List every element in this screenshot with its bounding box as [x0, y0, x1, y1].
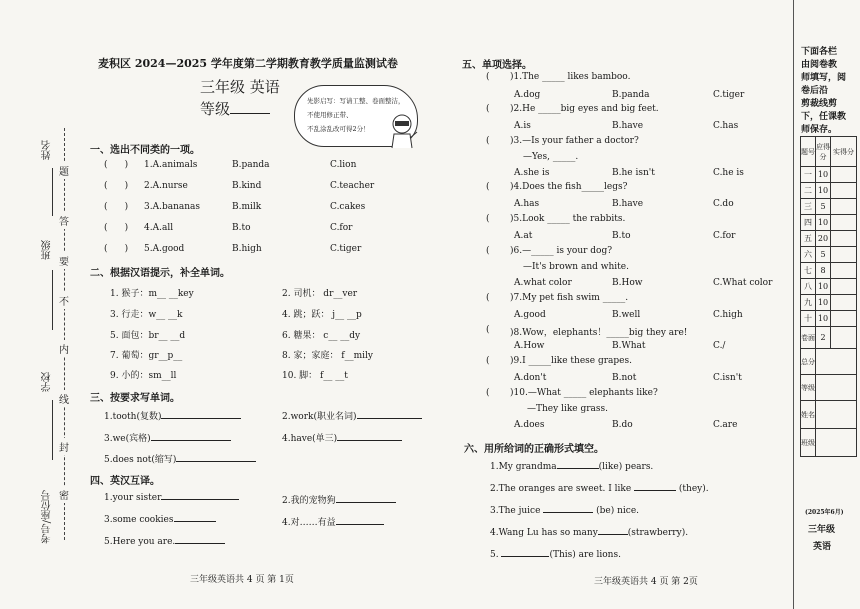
binding-word: 题 — [59, 162, 69, 179]
question-text: )2.He _____big eyes and big feet. — [510, 104, 659, 114]
option-a: A.dog — [514, 90, 541, 100]
fill-item: 3.The juice (be) nice. — [490, 506, 640, 516]
question-paren[interactable]: ( — [486, 214, 490, 224]
spelling-item[interactable]: 6. 糖果： c__ __dy — [282, 331, 361, 341]
answer-paren[interactable]: ( ) — [104, 223, 129, 233]
option-c: C.teacher — [330, 181, 375, 191]
question-paren[interactable]: ( — [486, 356, 490, 366]
score-row — [801, 311, 857, 327]
option-a: A.How — [514, 341, 545, 351]
score-max: 10 — [816, 215, 831, 231]
question-text: )1.The _____ likes bamboo. — [510, 72, 631, 82]
score-item: 一 — [801, 167, 816, 183]
word-form-item: 3.we(宾格) — [104, 431, 231, 444]
word-form-item: 5.does not(缩写) — [104, 452, 256, 465]
question-paren[interactable]: ( — [486, 182, 490, 192]
question-paren[interactable]: ( — [486, 325, 490, 335]
score-earned[interactable] — [831, 311, 857, 327]
note-line: 剪裁线剪 — [801, 99, 838, 109]
option-a: A.at — [514, 231, 533, 241]
binding-dashed-line — [64, 128, 65, 540]
option-c: C.he is — [713, 168, 744, 178]
spelling-item[interactable]: 3. 行走：w__ __k — [110, 310, 183, 320]
class-row — [801, 429, 857, 457]
answer-paren[interactable]: ( ) — [104, 181, 129, 191]
option-a: A.what color — [514, 278, 572, 288]
score-row — [801, 327, 857, 349]
question-text: )3.—Is your father a doctor? — [510, 136, 639, 146]
option-a: 2.A.nurse — [144, 181, 188, 191]
translation-item: 1.your sister — [104, 493, 239, 503]
total-row — [801, 349, 857, 375]
header-cell: 实得分 — [831, 137, 857, 167]
answer-blank[interactable] — [336, 502, 396, 503]
note-line: 由阅卷教 — [801, 60, 838, 70]
option-b: B.do — [612, 420, 633, 430]
answer-blank[interactable] — [176, 461, 256, 462]
grade-blank[interactable] — [230, 113, 270, 114]
cloud-line: 不乱涂乱改可得2分！ — [307, 125, 370, 133]
section-3-title: 三、按要求写单词。 — [90, 393, 180, 404]
question-paren[interactable]: ( — [486, 293, 490, 303]
score-item: 十 — [801, 311, 816, 327]
option-b: B.milk — [232, 202, 262, 212]
seat-field-label: 考号/座位号 — [42, 490, 53, 544]
question-text: )6.—_____ is your dog? — [510, 246, 613, 256]
answer-blank[interactable] — [174, 521, 216, 522]
option-b: B.panda — [232, 160, 270, 170]
score-row — [801, 183, 857, 199]
subject-title: 三年级 英语 — [200, 78, 280, 96]
binding-word: 不 — [59, 292, 69, 309]
translation-item: 3.some cookies — [104, 515, 216, 525]
score-earned[interactable] — [831, 215, 857, 231]
option-c: C.has — [713, 121, 739, 131]
option-c: C.isn't — [713, 373, 742, 383]
cut-line — [793, 0, 794, 609]
translation-item: 2.我的宠物狗 — [282, 493, 396, 506]
option-c: C.What color — [713, 278, 773, 288]
section-5-title: 五、单项选择。 — [462, 60, 532, 71]
score-earned[interactable] — [831, 295, 857, 311]
page-2-footer: 三年级英语共 4 页 第 2页 — [594, 577, 698, 587]
option-c: C.cakes — [330, 202, 366, 212]
school-field-label: 学校 — [42, 372, 53, 392]
total-value[interactable] — [816, 349, 857, 375]
option-b: B.kind — [232, 181, 262, 191]
score-max: 10 — [816, 311, 831, 327]
option-b: B.not — [612, 373, 637, 383]
level-label: 等级 — [801, 375, 816, 401]
score-item: 七 — [801, 263, 816, 279]
option-a: A.don't — [514, 373, 547, 383]
class-field-line[interactable] — [52, 270, 53, 330]
score-item: 六 — [801, 247, 816, 263]
question-paren[interactable]: ( — [486, 246, 490, 256]
fill-item: 1.My grandma (like) pears. — [490, 462, 654, 472]
question-paren[interactable]: ( — [486, 388, 490, 398]
section-4-title: 四、英汉互译。 — [90, 476, 160, 487]
option-b: B.to — [612, 231, 631, 241]
score-max: 10 — [816, 295, 831, 311]
question-paren[interactable]: ( — [486, 136, 490, 146]
score-row — [801, 215, 857, 231]
option-a: A.she is — [514, 168, 550, 178]
answer-paren[interactable]: ( ) — [104, 244, 129, 254]
question-paren[interactable]: ( — [486, 72, 490, 82]
fill-item: 2.The oranges are sweet. I like (they). — [490, 484, 709, 494]
binding-word: 封 — [59, 438, 69, 455]
option-c: C.lion — [330, 160, 357, 170]
option-c: C.do — [713, 199, 734, 209]
cloud-line: 先影启写：写请工整、卷面整洁， — [307, 97, 405, 105]
question-text: )9.I _____like these grapes. — [510, 356, 632, 366]
spelling-item[interactable]: 10. 脚： f__ __t — [282, 371, 348, 381]
option-a: 5.A.good — [144, 244, 185, 254]
score-max: 8 — [816, 263, 831, 279]
score-row — [801, 295, 857, 311]
note-line: 下，任课教 — [801, 112, 847, 122]
score-item: 九 — [801, 295, 816, 311]
fill-item: 5. (This) are lions. — [490, 550, 621, 560]
score-earned[interactable] — [831, 183, 857, 199]
score-max: 10 — [816, 183, 831, 199]
answer-blank[interactable] — [336, 524, 384, 525]
answer-blank[interactable] — [161, 418, 241, 419]
score-row — [801, 199, 857, 215]
option-a: A.is — [514, 121, 531, 131]
score-earned[interactable] — [831, 327, 857, 349]
answer-blank[interactable] — [175, 543, 225, 544]
score-earned[interactable] — [831, 247, 857, 263]
score-earned[interactable] — [831, 263, 857, 279]
question-text-line2: —It's brown and white. — [523, 262, 629, 272]
answer-blank[interactable] — [501, 556, 549, 557]
score-item: 八 — [801, 279, 816, 295]
question-text: )8.Wow，elephants！_____big they are! — [510, 328, 688, 338]
option-a: A.does — [514, 420, 545, 430]
option-c: C.for — [330, 223, 353, 233]
note-line: 卷后沿 — [801, 86, 829, 96]
school-field-line[interactable] — [52, 400, 53, 460]
answer-blank[interactable] — [357, 418, 422, 419]
option-a: A.has — [514, 199, 540, 209]
score-row — [801, 247, 857, 263]
option-b: B.What — [612, 341, 646, 351]
header-cell: 应得分 — [816, 137, 831, 167]
option-c: C.are — [713, 420, 738, 430]
level-value[interactable] — [816, 375, 857, 401]
binding-word: 线 — [59, 390, 69, 407]
spelling-item[interactable]: 7. 葡萄：gr__p__ — [110, 351, 183, 361]
binding-word: 内 — [59, 340, 69, 357]
option-a: A.good — [514, 310, 546, 320]
option-a: 1.A.animals — [144, 160, 198, 170]
answer-blank[interactable] — [151, 440, 231, 441]
class-label: 班级 — [801, 429, 816, 457]
class-field-label: 班级 — [42, 240, 53, 260]
option-b: B.have — [612, 199, 644, 209]
header-cell: 题号 — [801, 137, 816, 167]
option-a: 3.A.bananas — [144, 202, 201, 212]
name-label: 姓名 — [801, 401, 816, 429]
exam-title: 麦积区 2024—2025 学年度第二学期教育教学质量监测试卷 — [98, 57, 398, 70]
option-c: C./ — [713, 341, 726, 351]
spelling-item[interactable]: 9. 小的：sm__ll — [110, 371, 177, 381]
grade-label: 等级 — [200, 98, 270, 119]
level-row — [801, 375, 857, 401]
score-row — [801, 167, 857, 183]
section-6-title: 六、用所给词的正确形式填空。 — [464, 444, 604, 455]
translation-item: 4.对……有益 — [282, 515, 384, 528]
question-text: )5.Look _____ the rabbits. — [510, 214, 626, 224]
question-paren[interactable]: ( — [486, 104, 490, 114]
score-item: 三 — [801, 199, 816, 215]
name-field-line[interactable] — [52, 168, 53, 216]
score-row — [801, 231, 857, 247]
note-line: 师保存。 — [801, 125, 838, 135]
score-row — [801, 279, 857, 295]
option-b: B.he isn't — [612, 168, 655, 178]
word-form-item: 2.work(职业名词) — [282, 409, 422, 422]
option-a: 4.A.all — [144, 223, 174, 233]
spelling-item[interactable]: 8. 家；家庭： f__mily — [282, 351, 374, 361]
section-2-title: 二、根据汉语提示，补全单词。 — [90, 268, 230, 279]
score-earned[interactable] — [831, 167, 857, 183]
question-text: )7.My pet fish swim _____. — [510, 293, 629, 303]
answer-blank[interactable] — [557, 468, 599, 469]
word-form-item: 4.have(单三) — [282, 431, 402, 444]
option-c: C.tiger — [713, 90, 745, 100]
total-label: 总分 — [801, 349, 816, 375]
question-text: )10.—What _____ elephants like? — [510, 388, 658, 398]
score-max: 5 — [816, 247, 831, 263]
binding-word: 答 — [59, 212, 69, 229]
binding-word: 密 — [59, 486, 69, 503]
answer-blank[interactable] — [543, 512, 593, 513]
option-c: C.tiger — [330, 244, 362, 254]
cloud-line: 不使用修正带、 — [307, 111, 353, 119]
score-max: 20 — [816, 231, 831, 247]
question-text: )4.Does the fish_____legs? — [510, 182, 628, 192]
score-max: 2 — [816, 327, 831, 349]
strip-subject: 英语 — [813, 542, 832, 552]
section-1-title: 一、选出不同类的一项。 — [90, 145, 200, 156]
answer-paren[interactable]: ( ) — [104, 160, 129, 170]
option-b: B.have — [612, 121, 644, 131]
note-line: 下面各栏 — [801, 47, 838, 57]
name-row — [801, 401, 857, 429]
spelling-item[interactable]: 4. 跳；跃： j__ __p — [282, 310, 362, 320]
score-item: 二 — [801, 183, 816, 199]
spelling-item[interactable]: 5. 面包：br__ __d — [110, 331, 186, 341]
exam-date: (2025年6月) — [805, 509, 844, 516]
question-text-line2: —They like grass. — [527, 404, 608, 414]
score-max: 5 — [816, 199, 831, 215]
fill-item: 4.Wang Lu has so many (strawberry). — [490, 528, 689, 538]
name-value[interactable] — [816, 401, 857, 429]
answer-blank[interactable] — [337, 440, 402, 441]
cartoon-student-icon — [384, 112, 420, 150]
score-item: 四 — [801, 215, 816, 231]
question-text-line2: —Yes, _____. — [523, 152, 579, 162]
option-b: B.high — [232, 244, 262, 254]
class-value[interactable] — [816, 429, 857, 457]
option-b: B.to — [232, 223, 251, 233]
option-b: B.well — [612, 310, 641, 320]
score-row — [801, 263, 857, 279]
answer-blank[interactable] — [161, 499, 239, 500]
note-line: 师填写，阅 — [801, 73, 847, 83]
translation-item: 5.Here you are. — [104, 537, 225, 547]
score-earned[interactable] — [831, 231, 857, 247]
score-item: 五 — [801, 231, 816, 247]
strip-grade: 三年级 — [808, 525, 836, 535]
score-earned[interactable] — [831, 199, 857, 215]
option-b: B.panda — [612, 90, 650, 100]
word-form-item: 1.tooth(复数) — [104, 409, 241, 422]
score-table — [800, 136, 857, 457]
option-c: C.high — [713, 310, 743, 320]
score-max: 10 — [816, 167, 831, 183]
spelling-item[interactable]: 1. 猴子：m__ __key — [110, 289, 194, 299]
score-item: 卷面 — [801, 327, 816, 349]
option-c: C.for — [713, 231, 736, 241]
answer-blank[interactable] — [598, 534, 628, 535]
spelling-item[interactable]: 2. 司机： dr__ver — [282, 289, 358, 299]
page-1-footer: 三年级英语共 4 页 第 1页 — [190, 575, 294, 585]
option-b: B.How — [612, 278, 643, 288]
binding-word: 要 — [59, 252, 69, 269]
score-max: 10 — [816, 279, 831, 295]
score-earned[interactable] — [831, 279, 857, 295]
score-header-row — [801, 137, 857, 167]
answer-blank[interactable] — [634, 490, 676, 491]
name-field-label: 姓名 — [42, 140, 53, 160]
answer-paren[interactable]: ( ) — [104, 202, 129, 212]
